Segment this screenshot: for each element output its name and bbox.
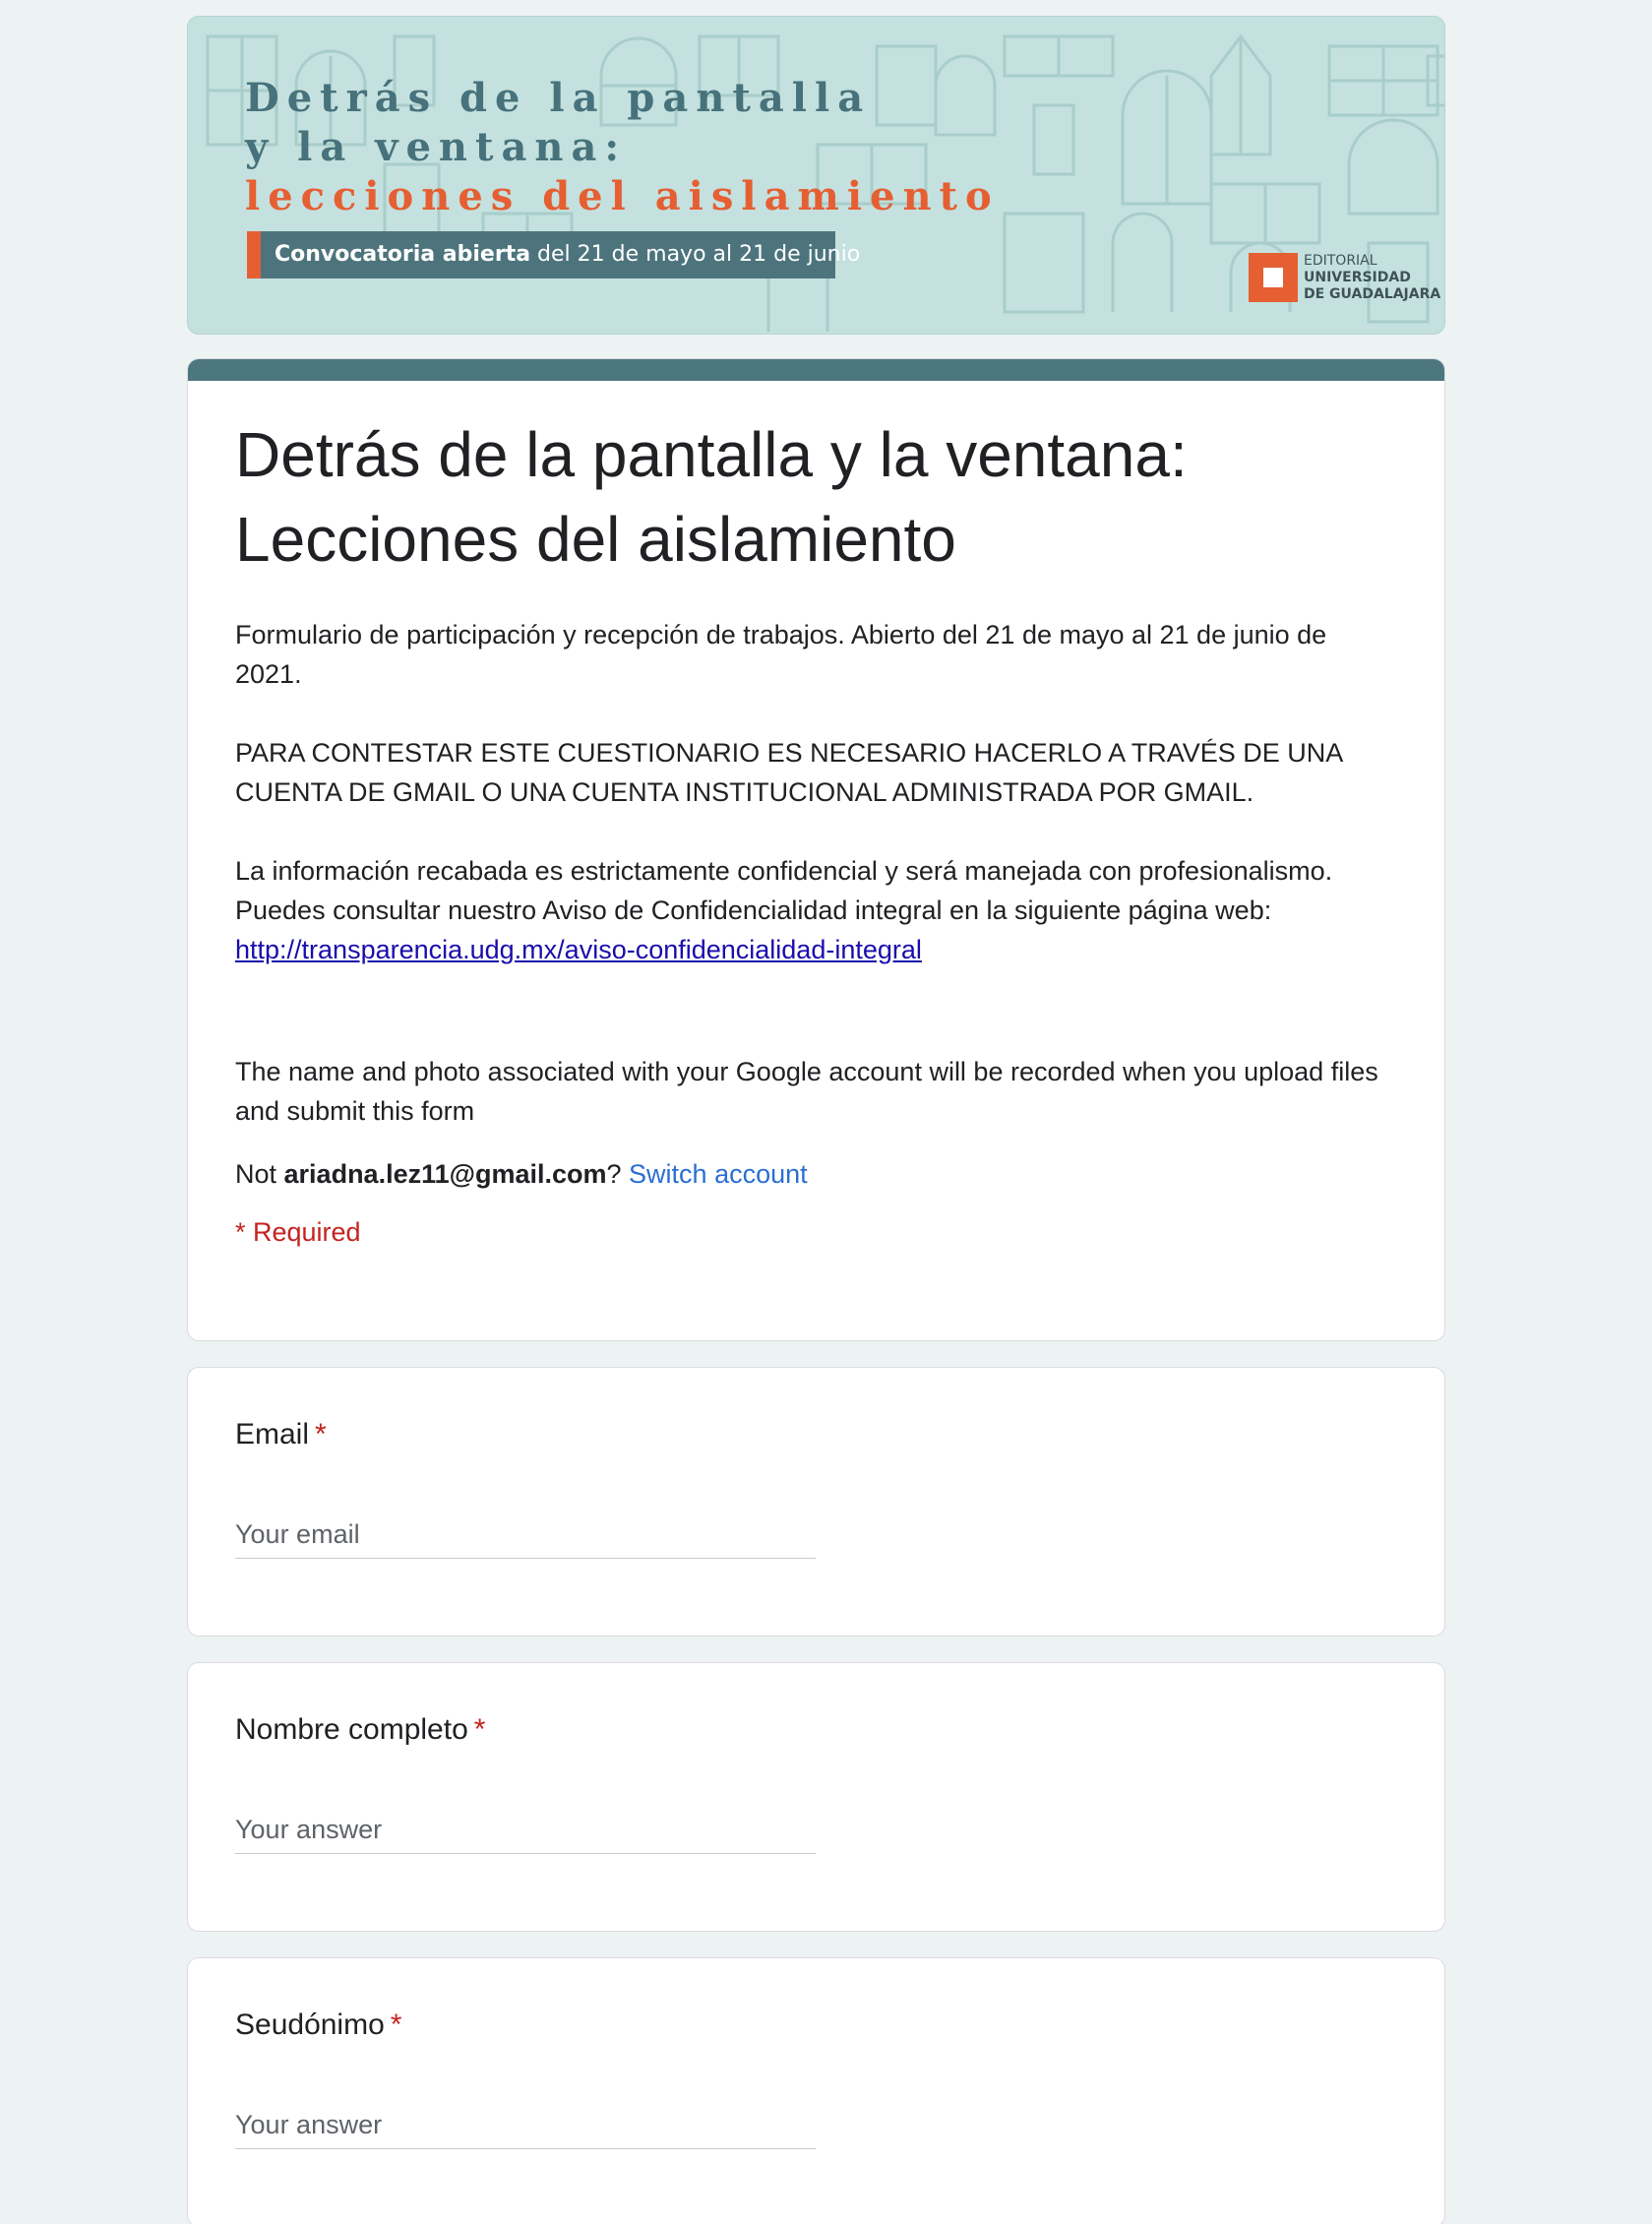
question-title: Nombre completo	[235, 1713, 468, 1746]
required-asterisk: *	[390, 2008, 402, 2041]
form-title	[235, 412, 1397, 582]
question-card-nombre	[187, 1662, 1445, 1932]
question-card-seudonimo	[187, 1957, 1445, 2224]
publisher-line1: EDITORIAL	[1304, 253, 1377, 269]
banner-title-line3: lecciones del aislamiento	[245, 173, 1000, 219]
banner-title-line1: Detrás de la pantalla	[245, 75, 872, 121]
required-asterisk: *	[315, 1418, 327, 1451]
publisher-logo	[1249, 253, 1440, 303]
call-bold-text: Convocatoria abierta	[275, 242, 531, 267]
banner-title	[245, 74, 1000, 221]
account-notice: The name and photo associated with your Google account will be recorded when you upload files and submit this form	[235, 1057, 1378, 1126]
accent-bar	[188, 359, 1444, 381]
banner-title-line2: y la ventana:	[245, 124, 628, 170]
switch-account-link[interactable]: Switch account	[629, 1159, 808, 1189]
account-line	[235, 1154, 1397, 1194]
required-note: * Required	[235, 1217, 361, 1247]
form-page	[187, 16, 1445, 2224]
question-label	[235, 1415, 1397, 1454]
email-input[interactable]	[235, 1519, 816, 1559]
full-name-input[interactable]	[235, 1815, 816, 1854]
account-email: ariadna.lez11@gmail.com	[283, 1159, 607, 1189]
description-paragraph: La información recabada es estrictamente confidencial y será manejada con profesionalismo. Puedes consultar nuestro Aviso de Confidencialidad integral en la siguiente página web:	[235, 856, 1333, 925]
form-title-line2: Lecciones del aislamiento	[235, 504, 956, 575]
call-dates-text: del 21 de mayo al 21 de junio	[530, 242, 861, 267]
account-suffix: ?	[606, 1159, 622, 1189]
question-label	[235, 2006, 1397, 2045]
pseudonym-input[interactable]	[235, 2110, 816, 2149]
description-paragraph: Formulario de participación y recepción de trabajos. Abierto del 21 de mayo al 21 de junio de 2021.	[235, 620, 1327, 689]
form-title-line1: Detrás de la pantalla y la ventana:	[235, 419, 1188, 490]
question-label	[235, 1710, 1397, 1750]
publisher-line2: UNIVERSIDAD	[1304, 270, 1411, 285]
header-banner	[187, 16, 1445, 335]
question-card-email	[187, 1367, 1445, 1637]
description-paragraph: PARA CONTESTAR ESTE CUESTIONARIO ES NECESARIO HACERLO A TRAVÉS DE UNA CUENTA DE GMAIL O UNA CUENTA INSTITUCIONAL ADMINISTRADA POR GMAIL.	[235, 738, 1342, 807]
required-asterisk: *	[473, 1713, 486, 1746]
form-header-card	[187, 358, 1445, 1341]
question-title: Email	[235, 1418, 310, 1451]
form-description	[235, 615, 1397, 969]
question-title: Seudónimo	[235, 2008, 385, 2041]
editorial-square-icon	[1249, 253, 1298, 302]
call-dates-badge	[247, 231, 861, 278]
account-prefix: Not	[235, 1159, 284, 1189]
publisher-line3: DE GUADALAJARA	[1304, 286, 1441, 302]
privacy-link[interactable]: http://transparencia.udg.mx/aviso-confidencialidad-integral	[235, 935, 922, 964]
